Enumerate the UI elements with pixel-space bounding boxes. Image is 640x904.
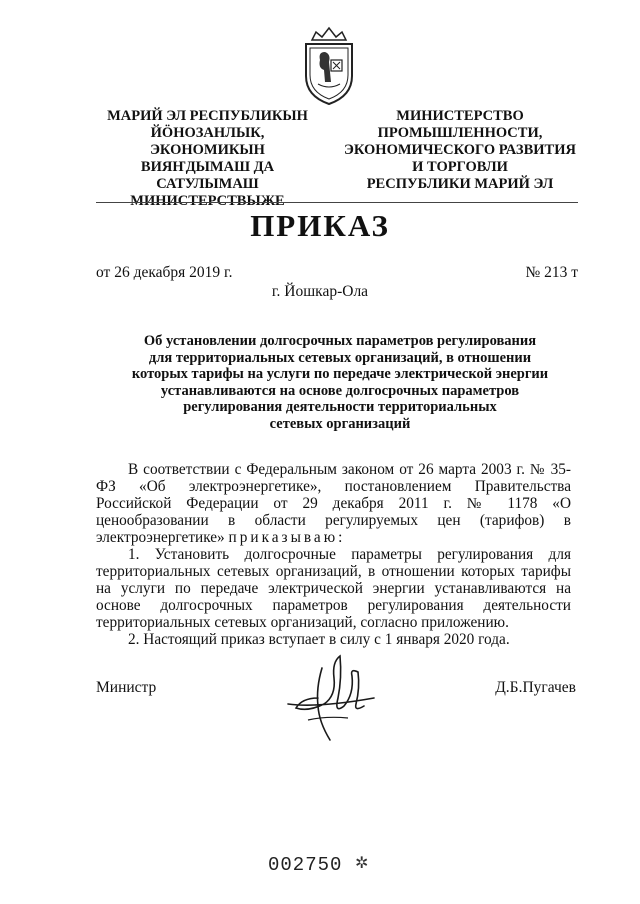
header-divider [96,202,578,203]
header-right-line: И ТОРГОВЛИ [412,159,508,175]
preamble-paragraph [96,461,571,546]
header-right-organization [340,108,580,193]
order-item-2: 2. Настоящий приказ вступает в силу с 1 января 2020 года. [128,631,510,648]
serial-number: 002750 [268,854,343,876]
order-item-1: 1. Установить долгосрочные параметры регулирования для территориальных сетевых организаций, в отношении которых тарифы на услуги по передаче электрической энергии устанавливаются на основе долгосрочных параметров регулирования деятельности территориальных сетевых организаций, согласно приложению. [96,546,571,631]
order-word: приказываю: [228,529,346,546]
coat-of-arms-emblem [298,24,360,108]
document-body [96,461,571,648]
header-left-line: МАРИЙ ЭЛ РЕСПУБЛИКЫН [107,108,308,124]
header-left-organization [100,108,315,210]
document-title: ПРИКАЗ [250,208,390,243]
signer-name: Д.Б.Пугачев [495,679,576,696]
document-number: № 213 т [525,264,578,281]
document-city: г. Йошкар-Ола [271,283,369,300]
header-left-line: МИНИСТЕРСТВЫЖЕ [130,193,285,209]
subject-line: сетевых организаций [269,415,411,432]
header-right-line: ПРОМЫШЛЕННОСТИ, [377,125,543,141]
ornament-icon: ✲ [355,855,369,872]
preamble-text: В соответствии с Федеральным законом от 26 марта 2003 г. № 35-ФЗ «Об электроэнергетике», постановлением Правительства Российской Федерации от 29 декабря 2011 г. № 1178 «О ценообразовании в области регулируемых цен (тарифов) в электроэнергетике» [96,461,571,546]
subject-line: устанавливаются на основе долгосрочных параметров [160,382,520,399]
header-right-line: РЕСПУБЛИКИ МАРИЙ ЭЛ [366,176,554,192]
signer-position: Министр [96,679,157,696]
header-left-line: САТУЛЫМАШ [156,176,259,192]
header-left-line: ЙӦНОЗАНЛЫК, ЭКОНОМИКЫН [150,125,265,158]
handwritten-signature [278,648,388,748]
header-right-line: МИНИСТЕРСТВО [396,108,524,124]
document-subject [110,333,570,432]
subject-line: для территориальных сетевых организаций, в отношении [148,349,532,366]
subject-line: которых тарифы на услуги по передаче электрической энергии [131,366,549,382]
subject-line: регулирования деятельности территориальных [183,399,497,415]
header-right-line: ЭКОНОМИЧЕСКОГО РАЗВИТИЯ [344,142,576,158]
subject-line: Об установлении долгосрочных параметров регулирования [143,333,537,349]
header-left-line: ВИЯҤДЫМАШ ДА [140,159,275,175]
document-date: от 26 декабря 2019 г. [96,264,233,281]
